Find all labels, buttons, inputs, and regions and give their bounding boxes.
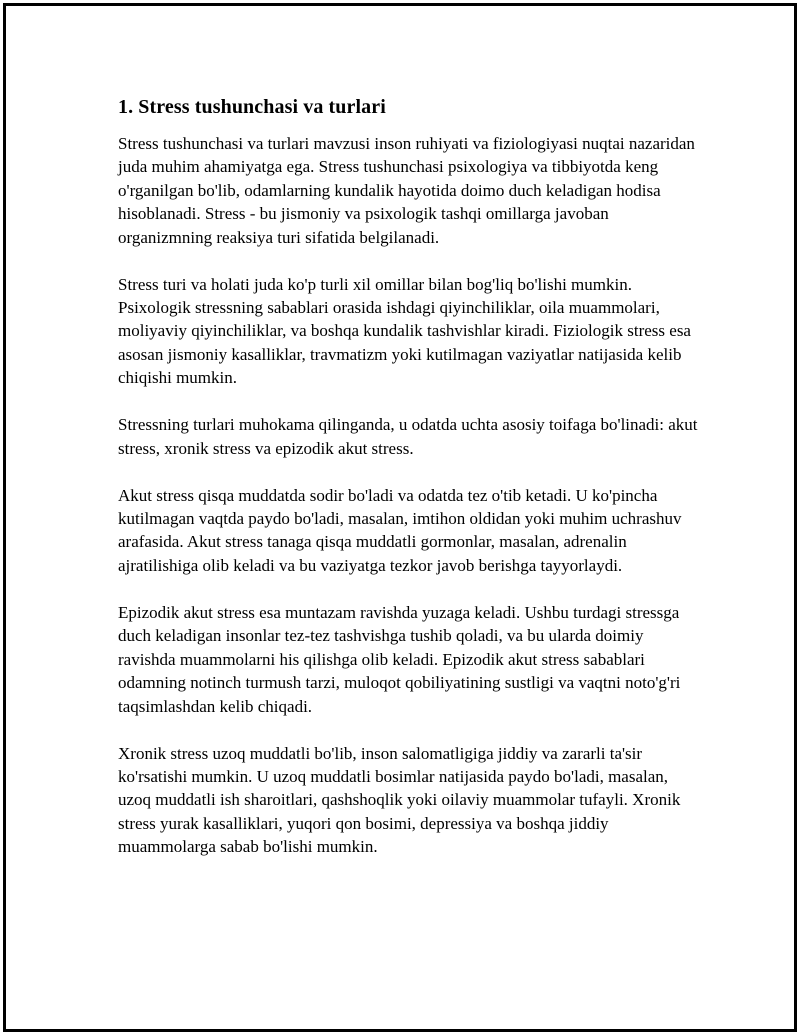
paragraph-causes: Stress turi va holati juda ko'p turli xil omillar bilan bog'liq bo'lishi mumkin. Psixologik stressning sabablari orasida ishdagi qiyinchiliklar, oila muammolari, moliyaviy qiyinchiliklar, va boshqa kundalik tashvishlar kiradi. Fiziologik stress esa asosan jismoniy kasalliklar, travmatizm yoki kutilmagan vaziyatlar natijasida kelib chiqishi mumkin.: [118, 274, 691, 388]
document-body: [118, 94, 698, 882]
section-title: 1. Stress tushunchasi va turlari: [118, 96, 386, 118]
paragraph-chronic-stress: Xronik stress uzoq muddatli bo'lib, inson salomatligiga jiddiy va zararli ta'sir ko'rsatishi mumkin. U uzoq muddatli bosimlar natijasida paydo bo'ladi, masalan, uzoq muddatli ish sharoitlari, qashshoqlik yoki oilaviy muammolar tufayli. Xronik stress yurak kasalliklari, yuqori qon bosimi, depressiya va boshqa jiddiy muammolarga sabab bo'lishi mumkin.: [118, 743, 681, 857]
paragraph-types: Stressning turlari muhokama qilinganda, u odatda uchta asosiy toifaga bo'linadi: akut stress, xronik stress va epizodik akut stress.: [118, 415, 698, 458]
paragraph-episodic-stress: Epizodik akut stress esa muntazam ravishda yuzaga keladi. Ushbu turdagi stressga duch keladigan insonlar tez-tez tashvishga tushib qoladi, va bu ularda doimiy ravishda muammolarni his qilishga olib keladi. Epizodik akut stress sabablari odamning notinch turmush tarzi, muloqot qobiliyatining sustligi va vaqtni noto'g'ri taqsimlashdan kelib chiqadi.: [118, 602, 681, 716]
paragraph-acute-stress: Akut stress qisqa muddatda sodir bo'ladi va odatda tez o'tib ketadi. U ko'pincha kutilmagan vaqtda paydo bo'ladi, masalan, imtihon oldidan yoki muhim uchrashuv arafasida. Akut stress tanaga qisqa muddatli gormonlar, masalan, adrenalin ajratilishiga olib keladi va bu vaziyatga tezkor javob berishga tayyorlaydi.: [118, 485, 682, 575]
paragraph-definition: Stress tushunchasi va turlari mavzusi inson ruhiyati va fiziologiyasi nuqtai nazaridan juda muhim ahamiyatga ega. Stress tushunchasi psixologiya va tibbiyotda keng o'rganilgan bo'lib, odamlarning kundalik hayotida doimo duch keladigan hodisa hisoblanadi. Stress - bu jismoniy va psixologik tashqi omillarga javoban organizmning reaksiya turi sifatida belgilanadi.: [118, 134, 695, 247]
